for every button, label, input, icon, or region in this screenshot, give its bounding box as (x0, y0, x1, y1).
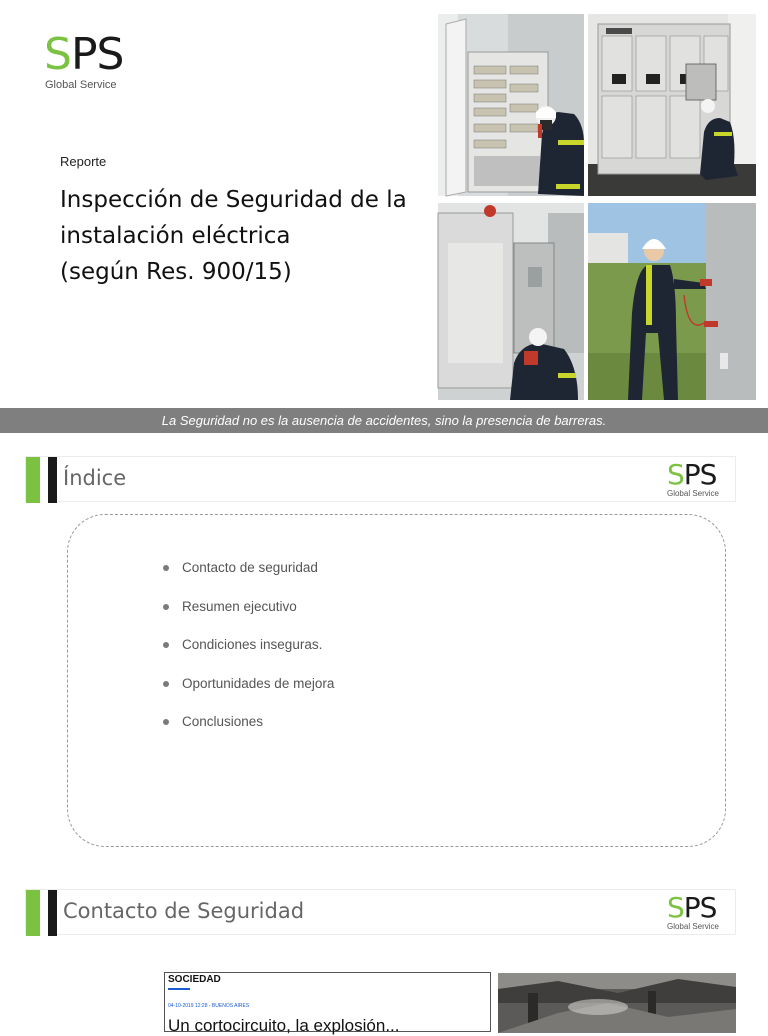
index-item: Contacto de seguridad (163, 558, 334, 597)
news-headline: Un cortocircuito, la explosión... (168, 1016, 400, 1035)
electrical-panel-photo (438, 14, 584, 196)
logo-tagline: Global Service (666, 489, 719, 498)
report-title-line: instalación eléctrica (60, 223, 291, 249)
safety-quote-banner: La Seguridad no es la ausencia de accidentes, sino la presencia de barreras. (0, 408, 768, 433)
news-section-label: SOCIEDAD (168, 974, 221, 985)
news-section-rule (168, 988, 190, 990)
contact-slide-title: Contacto de Seguridad (63, 899, 305, 923)
logo-letter-s2: S (96, 29, 124, 80)
index-slide-header (25, 456, 736, 502)
accent-bar-black (48, 890, 57, 936)
index-item: Oportunidades de mejora (163, 674, 334, 713)
logo-tagline: Global Service (666, 922, 719, 931)
report-title-line: Inspección de Seguridad de la (60, 187, 407, 213)
accent-bar-black (48, 457, 57, 503)
contact-slide-header (25, 889, 736, 935)
logo-letter-s: S (44, 29, 71, 80)
switchgear-photo (588, 14, 756, 196)
index-item: Conclusiones (163, 712, 334, 751)
index-item: Condiciones inseguras. (163, 635, 334, 674)
sps-logo (44, 29, 124, 91)
sps-logo: SPS Global Service (666, 458, 719, 498)
logo-tagline: Global Service (45, 79, 117, 91)
accent-bar-green (26, 890, 40, 936)
logo-letter-p: P (70, 29, 97, 80)
fire-damage-photo (498, 973, 736, 1033)
news-dateline: 04-10-2019 12:28 - BUENOS AIRES (168, 1003, 250, 1009)
news-clipping (164, 972, 491, 1035)
report-label: Reporte (60, 154, 107, 169)
report-title (60, 182, 430, 290)
index-slide-title: Índice (63, 466, 127, 490)
accent-bar-green (26, 457, 40, 503)
report-title-line: (según Res. 900/15) (60, 259, 292, 285)
sps-logo: SPS Global Service (666, 891, 719, 931)
cabinet-photo (438, 203, 584, 400)
index-list (163, 558, 334, 751)
outdoor-measurement-photo (588, 203, 756, 400)
index-item: Resumen ejecutivo (163, 597, 334, 636)
cover-slide (0, 0, 768, 406)
